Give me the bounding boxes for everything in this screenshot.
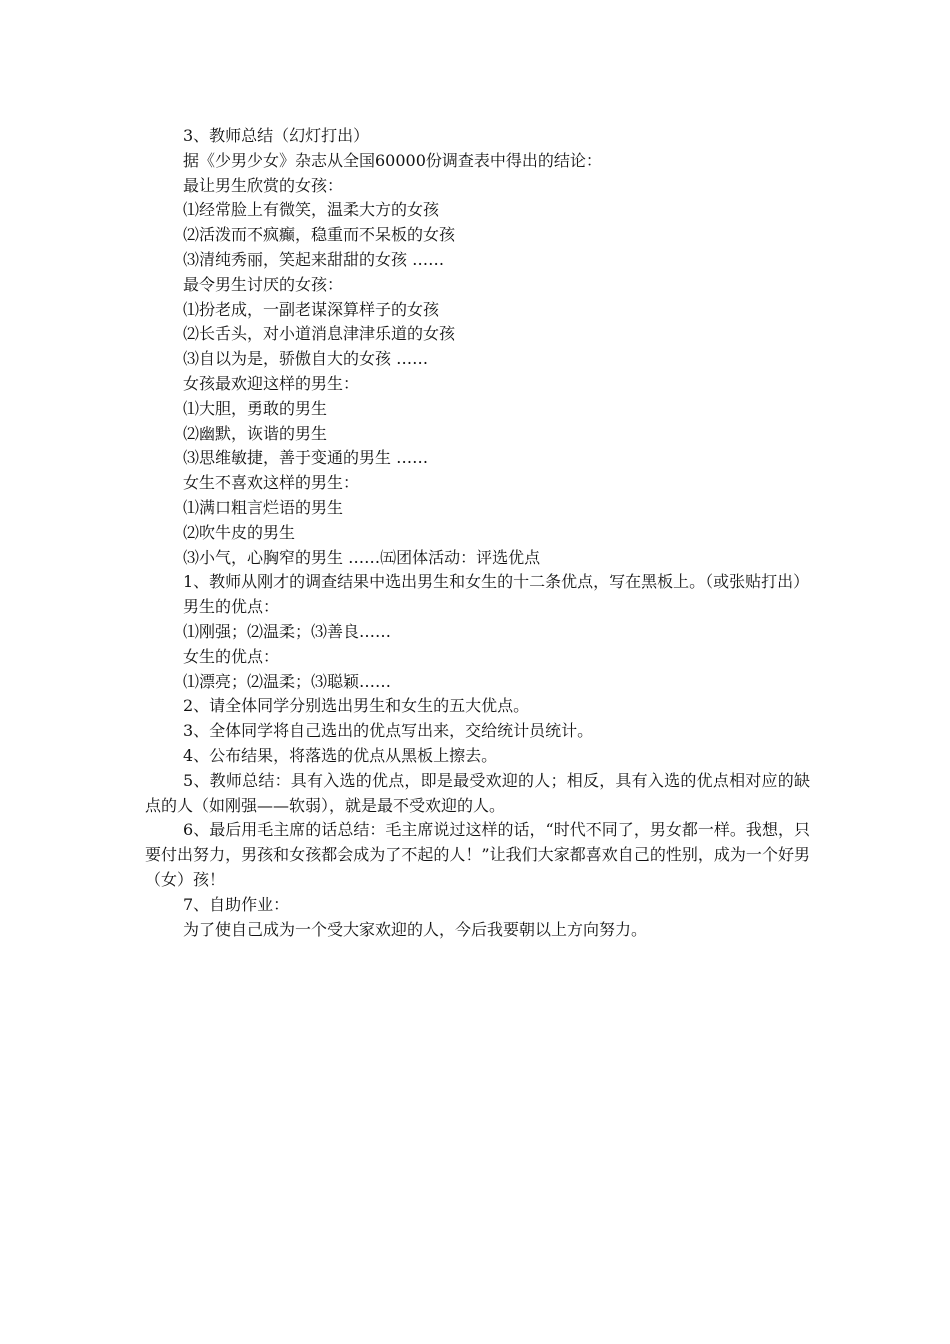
survey-intro: 据《少男少女》杂志从全国60000份调查表中得出的结论： (183, 150, 602, 170)
list-item: ⑵长舌头，对小道消息津津乐道的女孩 (183, 324, 456, 344)
list-item: ⑴大胆，勇敢的男生 (183, 398, 328, 418)
paragraph-step-4: 4、公布结果，将落选的优点从黑板上擦去。 (183, 745, 498, 765)
list-item: ⑴经常脸上有微笑，温柔大方的女孩 (183, 200, 440, 220)
boys-strengths-heading: 男生的优点： (183, 597, 280, 617)
section-heading-teacher-summary: 3、教师总结（幻灯打出） (183, 126, 370, 145)
paragraph-step-2: 2、请全体同学分别选出男生和女生的五大优点。 (183, 696, 530, 716)
paragraph-step-7: 7、自助作业： (183, 894, 290, 914)
paragraph-step-1: 1、教师从刚才的调查结果中选出男生和女生的十二条优点，写在黑板上。（或张贴打出） (183, 572, 810, 592)
girls-like-boys-heading: 女孩最欢迎这样的男生： (183, 373, 360, 393)
list-item: ⑶自以为是，骄傲自大的女孩 …… (183, 349, 429, 369)
list-item: ⑵活泼而不疯癫，稳重而不呆板的女孩 (183, 225, 456, 245)
paragraph-homework: 为了使自己成为一个受大家欢迎的人，今后我要朝以上方向努力。 (183, 919, 648, 939)
paragraph-step-6: 6、最后用毛主席的话总结：毛主席说过这样的话，“时代不同了，男女都一样。我想，只要付出努力，男孩和女孩都会成为了不起的人！”让我们大家都喜欢自己的性别，成为一个好男（女）孩！ (145, 820, 810, 889)
list-item: ⑵吹牛皮的男生 (183, 522, 296, 542)
list-item: ⑶清纯秀丽，笑起来甜甜的女孩 …… (183, 249, 445, 269)
girls-strengths-heading: 女生的优点： (183, 646, 280, 666)
girls-dislike-boys-heading: 女生不喜欢这样的男生： (183, 473, 360, 493)
list-item: ⑴满口粗言烂语的男生 (183, 497, 344, 517)
list-item: ⑵幽默，诙谐的男生 (183, 423, 328, 443)
paragraph-step-5: 5、教师总结：具有入选的优点，即是最受欢迎的人；相反，具有入选的优点相对应的缺点的人（如刚强——软弱），就是最不受欢迎的人。 (145, 770, 810, 815)
list-item: ⑶思维敏捷，善于变通的男生 …… (183, 448, 429, 468)
list-item: ⑴扮老成，一副老谋深算样子的女孩 (183, 299, 440, 319)
document-body (145, 124, 810, 942)
boys-like-girls-heading: 最让男生欣赏的女孩： (183, 175, 344, 195)
boys-dislike-girls-heading: 最令男生讨厌的女孩： (183, 274, 344, 294)
list-item: ⑴刚强；⑵温柔；⑶善良…… (183, 621, 392, 641)
paragraph-step-3: 3、全体同学将自己选出的优点写出来，交给统计员统计。 (183, 721, 594, 741)
list-item: ⑶小气，心胸窄的男生 ……㈤团体活动：评选优点 (183, 547, 541, 567)
list-item: ⑴漂亮；⑵温柔；⑶聪颖…… (183, 671, 392, 691)
